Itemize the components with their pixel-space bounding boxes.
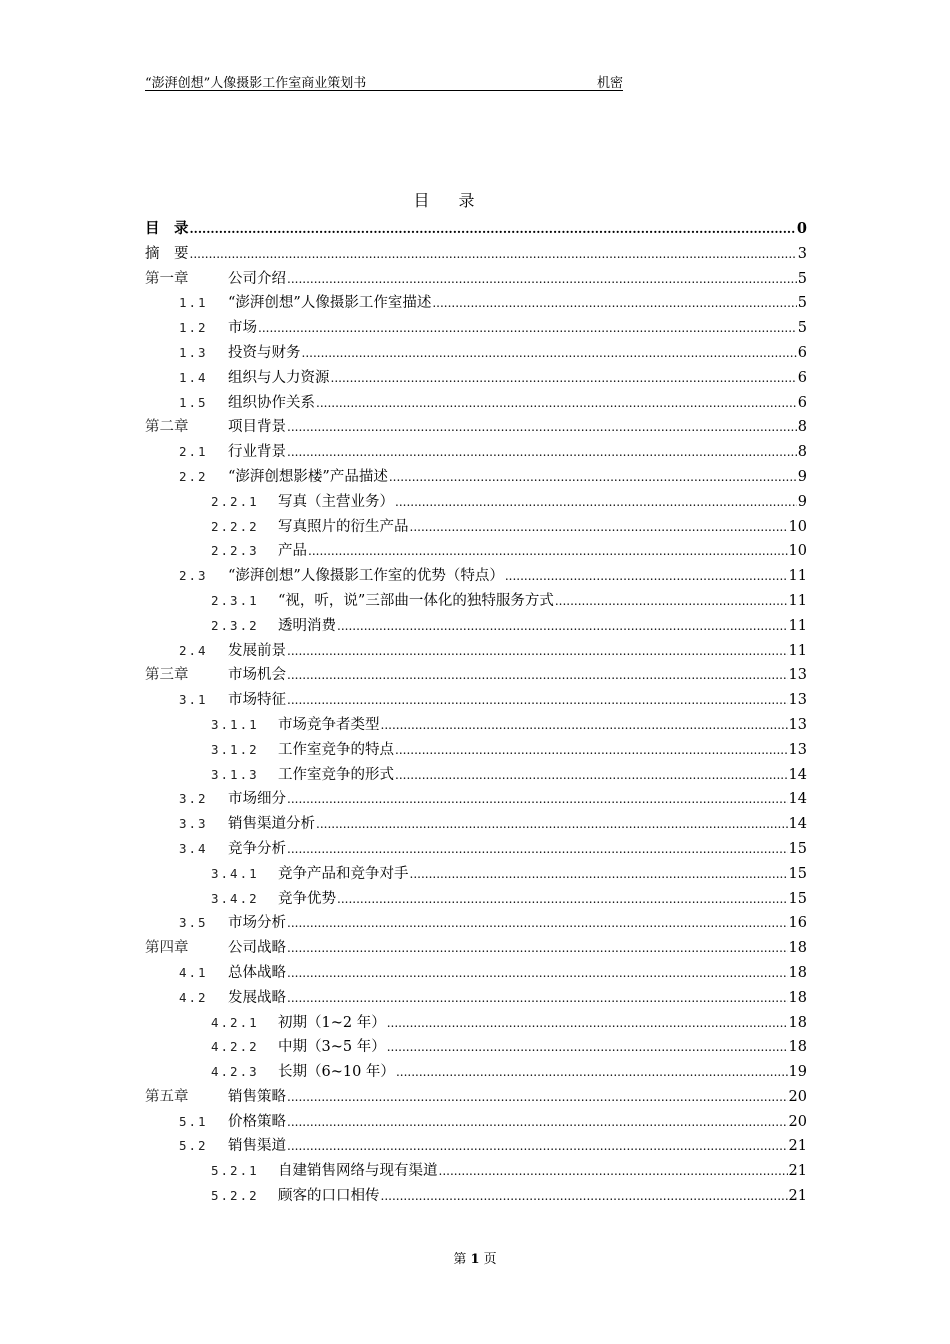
toc-entry-title: 竞争优势 [278,890,336,907]
toc-entry-title: 目 录 [145,220,189,237]
toc-entry-title: 中期（3~5 年） [278,1039,386,1056]
toc-entry-leader [145,217,807,242]
dot-leader [389,465,797,490]
dot-leader [387,1011,788,1036]
toc-entry-page: 21 [788,1163,807,1180]
toc-entry[interactable] [145,787,807,812]
dot-leader [287,440,797,465]
toc-entry-page: 6 [797,344,807,361]
toc-entry-title: 写真照片的衍生产品 [278,518,409,535]
toc-entry-title: “视，听，说”三部曲一体化的独特服务方式 [278,592,554,609]
toc-entry-number: 5.2.2 [211,1188,259,1204]
toc-entry[interactable] [145,614,807,639]
dot-leader [287,639,788,664]
toc-entry-title: 市场机会 [228,667,286,684]
toc-entry-number: 第一章 [145,270,189,287]
toc-entry-page: 11 [788,568,807,585]
toc-entry-title: 摘 要 [145,245,189,262]
table-of-contents [145,217,807,1209]
toc-entry-title: “澎湃创想”人像摄影工作室的优势（特点） [228,568,504,585]
toc-entry-title: 公司战略 [228,940,286,957]
toc-entry[interactable] [145,490,807,515]
toc-entry-page: 5 [797,270,807,287]
toc-entry-title: 写真（主营业务） [278,493,394,510]
toc-entry-leader [228,961,807,986]
toc-entry-leader [228,366,807,391]
toc-entry-leader [228,1110,807,1135]
toc-entry-page: 6 [797,369,807,386]
dot-leader [287,1134,788,1159]
toc-entry[interactable] [145,837,807,862]
toc-entry-number: 2.2.3 [211,543,259,559]
toc-entry-leader [228,1134,807,1159]
page-footer [0,1248,950,1267]
toc-entry-number: 3.4 [179,840,208,856]
dot-leader [410,862,788,887]
toc-entry-page: 15 [788,890,807,907]
toc-entry-title: 顾客的口口相传 [278,1188,380,1205]
toc-entry-title: 初期（1~2 年） [278,1014,386,1031]
toc-entry-leader [278,713,807,738]
dot-leader [439,1159,788,1184]
toc-entry-number: 4.2 [179,989,208,1005]
toc-entry-page: 3 [797,245,807,262]
dot-leader [287,787,788,812]
toc-entry-leader [228,391,807,416]
dot-leader [337,887,788,912]
toc-entry[interactable] [145,366,807,391]
toc-entry-page: 10 [788,543,807,560]
toc-entry-title: 发展战略 [228,989,286,1006]
dot-leader [381,713,788,738]
toc-entry-number: 第四章 [145,940,189,957]
dot-leader [258,316,797,341]
toc-entry[interactable] [145,639,807,664]
toc-entry-title: “澎湃创想影楼”产品描述 [228,468,388,485]
toc-entry-number: 2.3.1 [211,592,259,608]
toc-entry-leader [228,564,807,589]
toc-entry[interactable] [145,341,807,366]
toc-entry[interactable] [145,440,807,465]
dot-leader [287,936,788,961]
toc-entry-page: 15 [788,840,807,857]
toc-entry-page: 18 [788,989,807,1006]
toc-entry-leader [278,614,807,639]
toc-entry-title: 行业背景 [228,444,286,461]
dot-leader [287,688,788,713]
toc-entry-page: 18 [788,940,807,957]
dot-leader [387,1035,788,1060]
toc-entry-title: 组织协作关系 [228,394,315,411]
toc-entry-leader [228,812,807,837]
dot-leader [555,589,788,614]
toc-entry-number: 2.4 [179,642,208,658]
toc-entry-page: 5 [797,295,807,312]
toc-entry[interactable] [145,738,807,763]
toc-entry-leader [228,688,807,713]
toc-entry-leader [145,242,807,267]
toc-entry[interactable] [145,1011,807,1036]
dot-leader [432,291,796,316]
toc-entry-page: 18 [788,1039,807,1056]
toc-entry-page: 18 [788,1014,807,1031]
dot-leader [381,1184,788,1209]
toc-entry-title: 项目背景 [228,419,286,436]
toc-entry-leader [278,1060,807,1085]
toc-entry-number: 4.2.2 [211,1039,259,1055]
toc-entry[interactable] [145,391,807,416]
dot-leader [287,1110,788,1135]
toc-entry[interactable] [145,1134,807,1159]
toc-entry-title: 投资与财务 [228,344,301,361]
toc-entry-number: 3.4.2 [211,890,259,906]
toc-entry-page: 6 [797,394,807,411]
toc-entry-number: 5.2 [179,1138,208,1154]
toc-entry[interactable] [145,1085,807,1110]
toc-entry[interactable] [145,936,807,961]
toc-entry-title: 工作室竞争的特点 [278,741,394,758]
toc-entry-number: 第五章 [145,1088,189,1105]
dot-leader [287,911,788,936]
toc-entry-page: 16 [788,915,807,932]
toc-entry[interactable] [145,291,807,316]
toc-entry-page: 14 [788,766,807,783]
toc-entry-page: 13 [788,667,807,684]
toc-entry-page: 18 [788,964,807,981]
toc-entry-leader [228,341,807,366]
dot-leader [331,366,797,391]
toc-entry-title: 组织与人力资源 [228,369,330,386]
dot-leader [395,490,797,515]
toc-entry[interactable] [145,1060,807,1085]
dot-leader [287,267,797,292]
toc-entry-leader [278,1011,807,1036]
toc-entry-page: 21 [788,1188,807,1205]
toc-entry-leader [228,440,807,465]
dot-leader [287,663,788,688]
toc-entry-number: 第三章 [145,667,189,684]
toc-entry-page: 8 [797,444,807,461]
toc-entry-title: 产品 [278,543,307,560]
toc-entry-number: 4.1 [179,964,208,980]
toc-entry-number: 1.4 [179,369,208,385]
toc-entry[interactable] [145,316,807,341]
toc-entry-title: 竞争产品和竞争对手 [278,865,409,882]
toc-entry-leader [228,986,807,1011]
dot-leader [287,961,788,986]
toc-entry-page: 19 [788,1064,807,1081]
toc-entry-number: 2.1 [179,444,208,460]
toc-entry-title: 价格策略 [228,1113,286,1130]
toc-entry-leader [278,1159,807,1184]
toc-entry[interactable] [145,217,807,242]
footer-suffix: 页 [483,1252,497,1267]
toc-entry-number: 1.5 [179,394,208,410]
page-header [145,70,623,91]
toc-entry[interactable] [145,688,807,713]
toc-entry-page: 13 [788,741,807,758]
toc-entry-leader [278,887,807,912]
dot-leader [337,614,788,639]
dot-leader [287,1085,788,1110]
toc-entry-leader [228,291,807,316]
toc-entry-page: 20 [788,1088,807,1105]
toc-entry[interactable] [145,589,807,614]
toc-entry-title: 销售渠道分析 [228,816,315,833]
toc-entry[interactable] [145,911,807,936]
toc-entry-page: 10 [788,518,807,535]
dot-leader [190,217,796,242]
toc-entry-number: 第二章 [145,419,189,436]
toc-entry-number: 3.1 [179,692,208,708]
toc-entry[interactable] [145,713,807,738]
toc-entry-leader [278,490,807,515]
toc-entry-leader [278,589,807,614]
toc-entry[interactable] [145,1035,807,1060]
dot-leader [287,415,797,440]
toc-entry-number: 1.2 [179,320,208,336]
toc-entry-title: 市场特征 [228,692,286,709]
toc-entry-number: 3.3 [179,816,208,832]
dot-leader [410,515,788,540]
toc-entry-title: 竞争分析 [228,840,286,857]
toc-entry-leader [228,1085,807,1110]
toc-entry-number: 2.3 [179,568,208,584]
toc-entry-title: 发展前景 [228,642,286,659]
toc-entry-number: 3.1.3 [211,766,259,782]
toc-entry-leader [278,515,807,540]
toc-entry[interactable] [145,663,807,688]
toc-entry[interactable] [145,415,807,440]
toc-entry-leader [228,837,807,862]
toc-entry[interactable] [145,515,807,540]
toc-entry-number: 5.2.1 [211,1163,259,1179]
toc-entry-page: 8 [797,419,807,436]
toc-entry-title: “澎湃创想”人像摄影工作室描述 [228,295,432,312]
toc-entry-leader [228,787,807,812]
toc-entry-leader [278,539,807,564]
toc-entry-number: 1.1 [179,295,208,311]
toc-entry-title: 销售渠道 [228,1138,286,1155]
toc-entry-page: 14 [788,816,807,833]
toc-entry-leader [278,1184,807,1209]
dot-leader [302,341,797,366]
toc-entry-number: 3.2 [179,791,208,807]
toc-entry-leader [228,316,807,341]
toc-entry[interactable] [145,1110,807,1135]
toc-entry-page: 9 [797,493,807,510]
toc-entry-leader [278,862,807,887]
toc-entry-title: 长期（6~10 年） [278,1064,395,1081]
toc-entry-number: 3.5 [179,915,208,931]
toc-entry-leader [228,663,807,688]
dot-leader [505,564,788,589]
toc-entry-number: 2.2 [179,468,208,484]
toc-entry-number: 4.2.1 [211,1014,259,1030]
toc-entry-number: 3.1.1 [211,716,259,732]
toc-entry-page: 5 [797,320,807,337]
toc-entry-page: 13 [788,716,807,733]
toc-entry-title: 市场细分 [228,791,286,808]
dot-leader [190,242,797,267]
toc-entry[interactable] [145,1159,807,1184]
toc-entry-number: 3.1.2 [211,741,259,757]
dot-leader [287,986,788,1011]
toc-entry-title: 市场 [228,320,257,337]
toc-entry[interactable] [145,564,807,589]
toc-entry-leader [228,639,807,664]
toc-entry-title: 市场分析 [228,915,286,932]
toc-entry-leader [228,415,807,440]
dot-leader [287,837,788,862]
toc-entry[interactable] [145,465,807,490]
dot-leader [395,763,788,788]
toc-entry-title: 公司介绍 [228,270,286,287]
toc-entry-title: 市场竞争者类型 [278,716,380,733]
toc-entry[interactable] [145,242,807,267]
toc-entry-number: 2.3.2 [211,617,259,633]
toc-entry[interactable] [145,539,807,564]
toc-entry-page: 13 [788,692,807,709]
toc-entry[interactable] [145,1184,807,1209]
toc-entry-title: 销售策略 [228,1088,286,1105]
toc-entry[interactable] [145,763,807,788]
toc-entry-title: 工作室竞争的形式 [278,766,394,783]
toc-entry-title: 自建销售网络与现有渠道 [278,1163,438,1180]
toc-entry-number: 2.2.2 [211,518,259,534]
toc-entry-page: 14 [788,791,807,808]
toc-entry-title: 透明消费 [278,617,336,634]
dot-leader [396,1060,788,1085]
toc-entry[interactable] [145,267,807,292]
toc-entry-leader [278,738,807,763]
toc-entry[interactable] [145,961,807,986]
toc-entry-leader [278,1035,807,1060]
toc-entry-page: 11 [788,617,807,634]
toc-entry-number: 1.3 [179,344,208,360]
toc-entry-number: 5.1 [179,1113,208,1129]
toc-entry-number: 3.4.1 [211,865,259,881]
toc-heading: 目 录 [413,191,487,210]
classification-label: 机密 [596,76,623,91]
toc-entry-leader [228,465,807,490]
toc-entry[interactable] [145,812,807,837]
toc-entry-page: 21 [788,1138,807,1155]
dot-leader [316,391,797,416]
toc-entry[interactable] [145,862,807,887]
toc-entry-page: 20 [788,1113,807,1130]
dot-leader [316,812,788,837]
toc-entry-number: 2.2.1 [211,493,259,509]
toc-entry-page: 0 [796,220,807,237]
toc-entry-page: 9 [797,468,807,485]
toc-entry-leader [228,911,807,936]
toc-entry-leader [228,267,807,292]
toc-entry-title: 总体战略 [228,964,286,981]
toc-entry-leader [278,763,807,788]
footer-page-number: 1 [470,1252,480,1267]
document-title: “澎湃创想”人像摄影工作室商业策划书 [145,76,367,91]
toc-entry-page: 11 [788,592,807,609]
dot-leader [308,539,788,564]
toc-entry[interactable] [145,986,807,1011]
toc-entry[interactable] [145,887,807,912]
toc-entry-page: 11 [788,642,807,659]
toc-entry-number: 4.2.3 [211,1064,259,1080]
toc-entry-leader [228,936,807,961]
dot-leader [395,738,788,763]
toc-entry-page: 15 [788,865,807,882]
footer-prefix: 第 [453,1252,467,1267]
